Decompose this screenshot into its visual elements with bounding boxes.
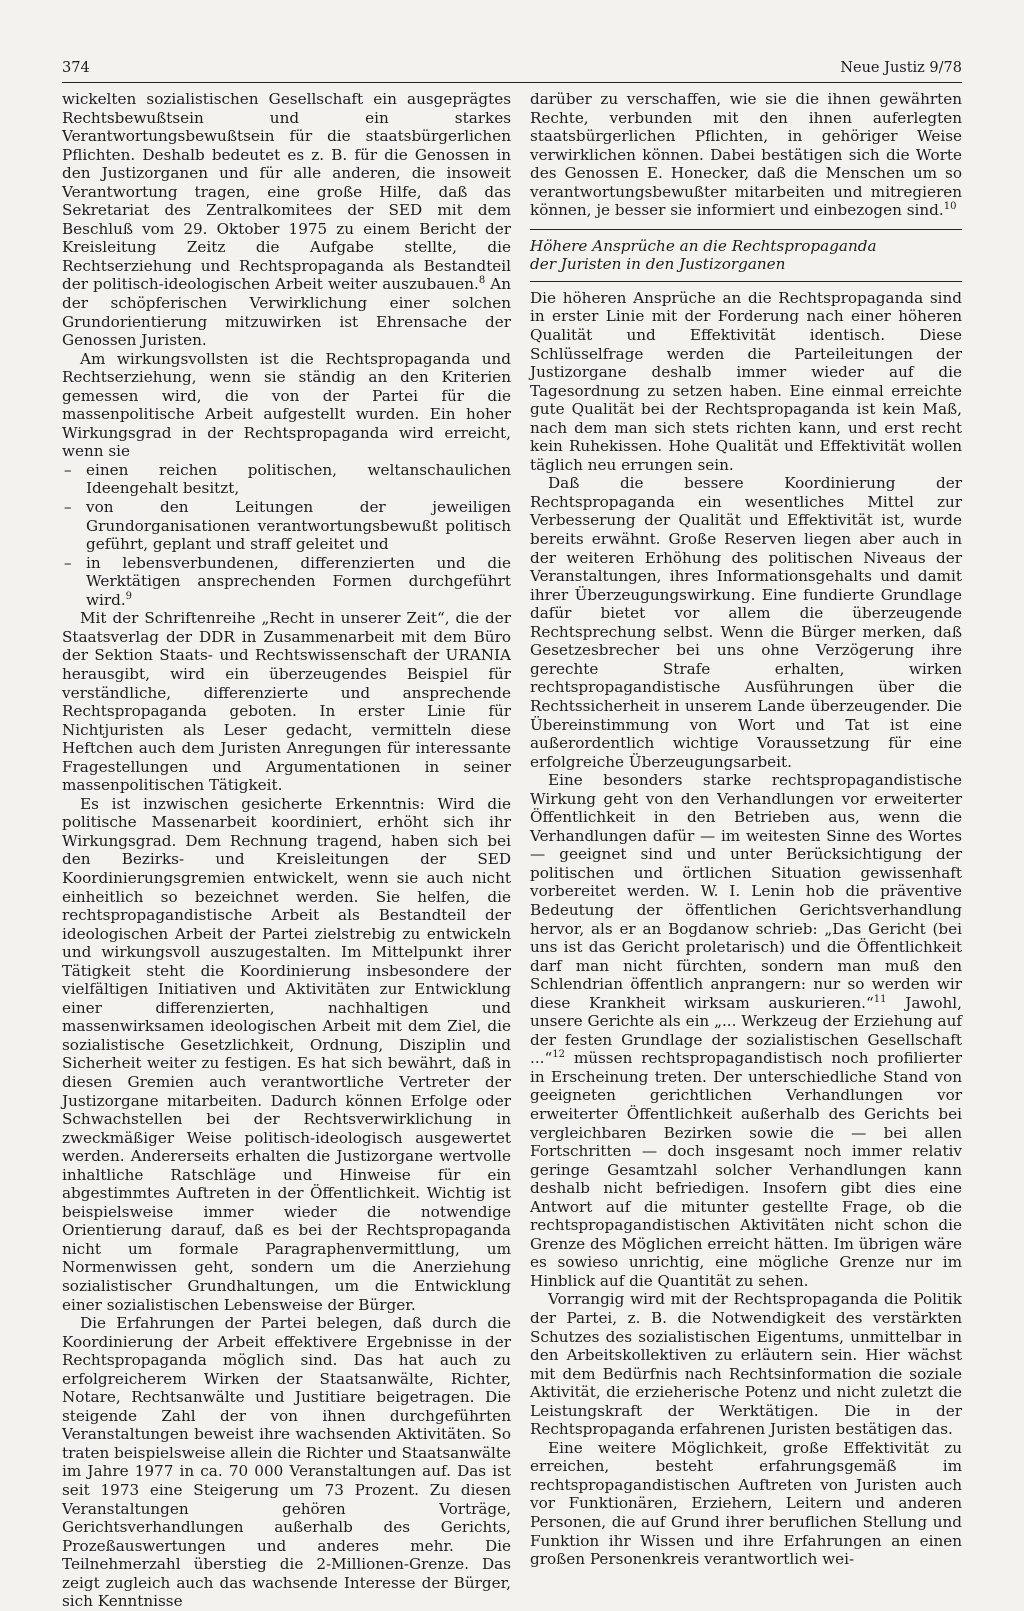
paragraph [530, 771, 962, 1290]
section-heading [530, 237, 962, 274]
section-rule-bottom [530, 281, 962, 282]
paragraph: Mit der Schriftenreihe „Recht in unserer Zeit“, die der Staatsverlag der DDR in Zusammenarbeit mit dem Büro der Sektion Staats- und Rechtswissenschaft der URANIA herausgibt, wird ein überzeugendes Beispiel für verständliche, differenzierte und ansprechende Rechtspropaganda geboten. In erster Linie für Nichtjuristen als Leser gedacht, vermitteln diese Heftchen auch dem Juristen Anregungen für interessante Fragestellungen und Argumentationen in seiner massenpolitischen Tätigkeit. [62, 609, 511, 795]
list-item [62, 554, 511, 610]
footnote-ref[interactable]: 12 [552, 1049, 565, 1061]
paragraph [62, 90, 511, 350]
paragraph: Am wirkungsvollsten ist die Rechtspropaganda und Rechtserziehung, wenn sie ständig an den Kriterien gemessen wird, die von der Partei für die massenpolitische Arbeit aufgestellt wurden. Ein hoher Wirkungsgrad in der Rechtspropaganda wird erreicht, wenn sie [62, 349, 511, 461]
list-item: – einen reichen politischen, weltanschaulichen Ideengehalt besitzt, [62, 461, 511, 498]
page-header [62, 60, 962, 78]
left-column [62, 90, 512, 1611]
paragraph [530, 90, 962, 220]
list-item-text: in lebensverbundenen, differenzierten und die Werktätigen ansprechenden Formen durchgeführt wird. [86, 553, 511, 609]
paragraph: Daß die bessere Koordinierung der Rechtspropaganda ein wesentliches Mittel zur Verbesserung der Qualität und Effektivität ist, wurde bereits erwähnt. Große Reserven liegen aber auch in der weiteren Erhöhung des politischen Niveaus der Veranstaltungen, ihres Informationsgehalts und damit ihrer Überzeugungswirkung. Eine fundierte Grundlage dafür bietet vor allem die überzeugende Rechtsprechung selbst. Wenn die Bürger merken, daß Gesetzesbrecher bei uns ohne Verzögerung ihre gerechte Strafe erhalten, wirken rechtspropagandistische Ausführungen über die Rechtssicherheit in unserem Lande überzeugender. Die Übereinstimmung von Wort und Tat ist eine außerordentlich wichtige Voraussetzung für eine erfolgreiche Überzeugungsarbeit. [530, 474, 962, 771]
paragraph-text: Eine besonders starke rechtspropagandistische Wirkung geht von den Verhandlungen vor erweiterter Öffentlichkeit in den Betrieben aus, wenn die Verhandlungen dafür — im weitesten Sinne des Wortes — geeignet sind und unter Berücksichtigung der politischen und örtlichen Situation gewissenhaft vorbereitet werden. W. I. Lenin hob die präventive Bedeutung der öffentlichen Gerichtsverhandlung hervor, als er an Bogdanow schrieb: „Das Gericht (bei uns ist das Gericht proletarisch) und die Öffentlichkeit darf man nicht fürchten, sondern man muß den Schlendrian öffentlich anprangern: nur so werden wir diese Krankheit wirksam auskurieren.“ [530, 771, 962, 1012]
paragraph-text: wickelten sozialistischen Gesellschaft ein ausgeprägtes Rechtsbewußtsein und ein starkes Verantwortungsbewußtsein für die staatsbürgerlichen Pflichten. Deshalb bedeutet es z. B. für die Genossen in den Justizorganen und für alle anderen, die insoweit Verantwortung tragen, eine große Hilfe, daß das Sekretariat des Zentralkomitees der SED mit dem Beschluß vom 29. Oktober 1975 zu einem Bericht der Kreisleitung Zeitz die Aufgabe stellte, die Rechtserziehung und Rechtspropaganda als Bestandteil der politisch-ideologischen Arbeit weiter auszubauen. [62, 90, 511, 294]
footnote-ref[interactable]: 9 [125, 590, 133, 602]
footnote-ref[interactable]: 8 [478, 275, 486, 287]
header-rule [62, 82, 962, 83]
list-item: – von den Leitungen der jeweiligen Grundorganisationen verantwortungsbewußt politisch geführt, geplant und straff geleitet und [62, 498, 511, 554]
paragraph-text: darüber zu verschaffen, wie sie die ihnen gewährten Rechte, verbunden mit den ihnen auferlegten staatsbürgerlichen Pflichten, in gehöriger Weise verwirklichen können. Dabei bestätigen sich die Worte des Genossen E. Honecker, daß die Menschen um so verantwortungsbewußter mitarbeiten und mitregieren können, je besser sie informiert und einbezogen sind. [530, 90, 962, 220]
paragraph: Die höheren Ansprüche an die Rechtspropaganda sind in erster Linie mit der Forderung nach einer höheren Qualität und Effektivität identisch. Diese Schlüsselfrage werden die Parteileitungen der Justizorgane deshalb immer wieder auf die Tagesordnung zu setzen haben. Eine einmal erreichte gute Qualität bei der Rechtspropaganda ist kein Maß, nach dem man sich stets richten kann, und erst recht kein Ruhekissen. Hohe Qualität und Effektivität wollen täglich neu errungen sein. [530, 288, 962, 474]
paragraph: Eine weitere Möglichkeit, große Effektivität zu erreichen, besteht erfahrungsgemäß im rechtspropagandistischen Auftreten von Juristen auch vor Funktionären, Erziehern, Leitern und anderen Personen, die auf Grund ihrer beruflichen Stellung und Funktion ihr Wissen und ihre Erfahrungen an einen großen Personenkreis verantwortlich wei- [530, 1438, 962, 1569]
section-rule-top [530, 229, 962, 230]
section-heading-line: der Juristen in den Justizorganen [530, 255, 786, 274]
paragraph-text: müssen rechtspropagandistisch noch profilierter in Erscheinung treten. Der unterschiedliche Stand von geeigneten gerichtlichen Verhandlungen vor erweiterter Öffentlichkeit außerhalb des Gerichts bei vergleichbaren Bezirken sowie die — bei allen Fortschritten — doch insgesamt noch immer relativ geringe Gesamtzahl solcher Verhandlungen kann deshalb nicht befriedigen. Insofern gibt dies eine Antwort auf die mitunter gestellte Frage, ob die rechtspropagandistischen Aktivitäten nicht schon die Grenze des Möglichen erreicht hätten. Im übrigen wäre es sowieso unrichtig, eine mögliche Grenze nur im Hinblick auf die Quantität zu sehen. [530, 1049, 962, 1290]
paragraph: Vorrangig wird mit der Rechtspropaganda die Politik der Partei, z. B. die Notwendigkeit des verstärkten Schutzes des sozialistischen Eigentums, unmittelbar in den Arbeitskollektiven zu erläutern sein. Hier wächst mit dem Bedürfnis nach Rechtsinformation die soziale Aktivität, die erzieherische Potenz und nicht zuletzt die Leistungskraft der Werktätigen. Die in der Rechtspropaganda erfahrenen Juristen bestätigen das. [530, 1290, 962, 1439]
footnote-ref[interactable]: 10 [943, 201, 957, 213]
paragraph: Es ist inzwischen gesicherte Erkenntnis: Wird die politische Massenarbeit koordiniert, erhöht sich ihr Wirkungsgrad. Dem Rechnung tragend, haben sich bei den Bezirks- und Kreisleitungen der SED Koordinierungsgremien entwickelt, wenn sie auch nicht einheitlich so bezeichnet werden. Sie helfen, die rechtspropagandistische Arbeit als Bestandteil der ideologischen Arbeit der Partei zielstrebig zu entwickeln und wirkungsvoll auszugestalten. Im Mittelpunkt ihrer Tätigkeit steht die Koordinierung insbesondere der vielfältigen Initiativen und Aktivitäten zur Entwicklung einer differenzierten, nachhaltigen und massenwirksamen ideologischen Arbeit mit dem Ziel, die sozialistische Gesetzlichkeit, Ordnung, Disziplin und Sicherheit weiter zu festigen. Es hat sich bewährt, daß in diesen Gremien auch verantwortliche Vertreter der Justizorgane mitarbeiten. Dadurch können Erfolge oder Schwachstellen bei der Rechtsverwirklichung in zweckmäßiger Weise politisch-ideologisch ausgewertet werden. Andererseits erhalten die Justizorgane wertvolle inhaltliche Ratschläge und Hinweise für ein abgestimmtes Auftreten in der Öffentlichkeit. Wichtig ist beispielsweise immer wieder die notwendige Orientierung darauf, daß es bei der Rechtspropaganda nicht um formale Paragraphenvermittlung, um Normenwissen geht, sondern um die Anerziehung sozialistischer Grundhaltungen, um die Entwicklung einer sozialistischen Lebensweise der Bürger. [62, 794, 511, 1314]
footnote-ref[interactable]: 11 [873, 993, 887, 1005]
right-column [530, 90, 962, 1569]
criteria-list [62, 461, 511, 609]
page-number: 374 [62, 60, 90, 76]
section-heading-line: Höhere Ansprüche an die Rechtspropaganda [530, 236, 877, 255]
paragraph: Die Erfahrungen der Partei belegen, daß durch die Koordinierung der Arbeit effektivere Ergebnisse in der Rechtspropaganda möglich sind. Das hat auch zu erfolgreicherem Wirken der Staatsanwälte, Richter, Notare, Rechtsanwälte und Justitiare beigetragen. Die steigende Zahl der von ihnen durchgeführten Veranstaltungen beweist ihre wachsenden Aktivitäten. So traten beispielsweise allein die Richter und Staatsanwälte im Jahre 1977 in ca. 70 000 Veranstaltungen auf. Das ist seit 1973 eine Steigerung um 73 Prozent. Zu diesen Veranstaltungen gehören Vorträge, Gerichtsverhandlungen außerhalb des Gerichts, Prozeßauswertungen und anderes mehr. Die Teilnehmerzahl überstieg die 2-Millionen-Grenze. Das zeigt zugleich auch das wachsende Interesse der Bürger, sich Kenntnisse [62, 1314, 511, 1611]
paragraph-text: An der schöpferischen Verwirklichung einer solchen Grundorientierung mitzuwirken ist Ehrensache der Genossen Juristen. [62, 275, 512, 350]
paragraph-text: Jawohl, unsere Gerichte als ein „... Werkzeug der Erziehung auf der festen Grundlage der sozialistischen Gesellschaft ...“ [530, 993, 962, 1068]
journal-reference: Neue Justiz 9/78 [840, 60, 962, 76]
